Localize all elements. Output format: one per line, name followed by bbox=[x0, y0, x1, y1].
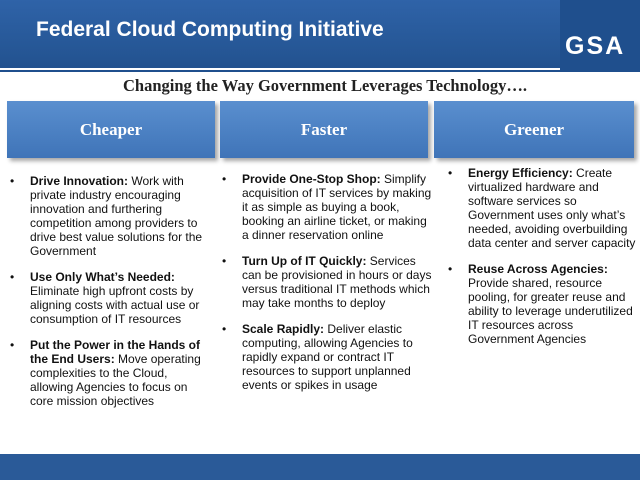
bullet-text: Work with private industry encouraging innovation and furthering competition among providers to drive best value solutions for the Government bbox=[30, 174, 203, 258]
bullet-text: Services can be provisioned in hours or days versus traditional IT methods which may take months to deploy bbox=[242, 254, 432, 310]
list-item bbox=[8, 174, 210, 258]
column-cheaper bbox=[8, 174, 210, 420]
bullet-icon: • bbox=[448, 166, 453, 180]
bullet-lead: Scale Rapidly: bbox=[242, 322, 325, 336]
bullet-icon: • bbox=[10, 270, 15, 284]
list-item bbox=[220, 172, 434, 242]
bullet-icon: • bbox=[10, 174, 15, 188]
bullet-icon: • bbox=[222, 172, 227, 186]
bullet-text: Provide shared, resource pooling, for greater reuse and ability to leverage underutilized IT resources across Government Agencies bbox=[468, 276, 633, 346]
bullet-lead: Energy Efficiency: bbox=[468, 166, 573, 180]
column-header-cheaper: Cheaper bbox=[7, 101, 215, 158]
bullet-text: Deliver elastic computing, allowing Agencies to rapidly expand or contract IT resources to support unplanned events or spikes in usage bbox=[242, 322, 413, 392]
bullet-text: Move operating complexities to the Cloud, allowing Agencies to focus on core mission objectives bbox=[30, 352, 201, 408]
bullet-lead: Provide One-Stop Shop: bbox=[242, 172, 381, 186]
bullet-lead: Put the Power in the Hands of the End Users: bbox=[30, 338, 201, 366]
bullet-lead: Drive Innovation: bbox=[30, 174, 129, 188]
list-item bbox=[446, 262, 636, 346]
bullet-icon: • bbox=[10, 338, 15, 352]
footer-bar bbox=[0, 454, 640, 480]
bullet-text: Eliminate high upfront costs by aligning costs with actual use or consumption of IT resources bbox=[30, 284, 200, 326]
list-item bbox=[8, 270, 210, 326]
page-title: Federal Cloud Computing Initiative bbox=[36, 18, 384, 41]
bullet-icon: • bbox=[222, 254, 227, 268]
bullet-lead: Use Only What’s Needed: bbox=[30, 270, 175, 284]
title-banner bbox=[0, 0, 640, 68]
list-item bbox=[8, 338, 210, 408]
bullet-icon: • bbox=[222, 322, 227, 336]
header-divider bbox=[0, 70, 640, 72]
list-item bbox=[220, 254, 434, 310]
bullet-text: Create virtualized hardware and software services so Government uses only what’s needed, avoiding overbuilding data center and server capacity bbox=[468, 166, 636, 250]
column-header-faster: Faster bbox=[220, 101, 428, 158]
bullet-lead: Turn Up of IT Quickly: bbox=[242, 254, 367, 268]
column-greener bbox=[446, 166, 636, 358]
subtitle: Changing the Way Government Leverages Technology…. bbox=[123, 76, 527, 95]
list-item bbox=[220, 322, 434, 392]
gsa-logo: GSA bbox=[565, 32, 626, 60]
bullet-icon: • bbox=[448, 262, 453, 276]
bullet-lead: Reuse Across Agencies: bbox=[468, 262, 608, 276]
column-header-greener: Greener bbox=[434, 101, 634, 158]
bullet-text: Simplify acquisition of IT services by making it as simple as buying a book, booking an airline ticket, or making a dinner reservation online bbox=[242, 172, 432, 242]
column-faster bbox=[220, 172, 434, 404]
list-item bbox=[446, 166, 636, 250]
